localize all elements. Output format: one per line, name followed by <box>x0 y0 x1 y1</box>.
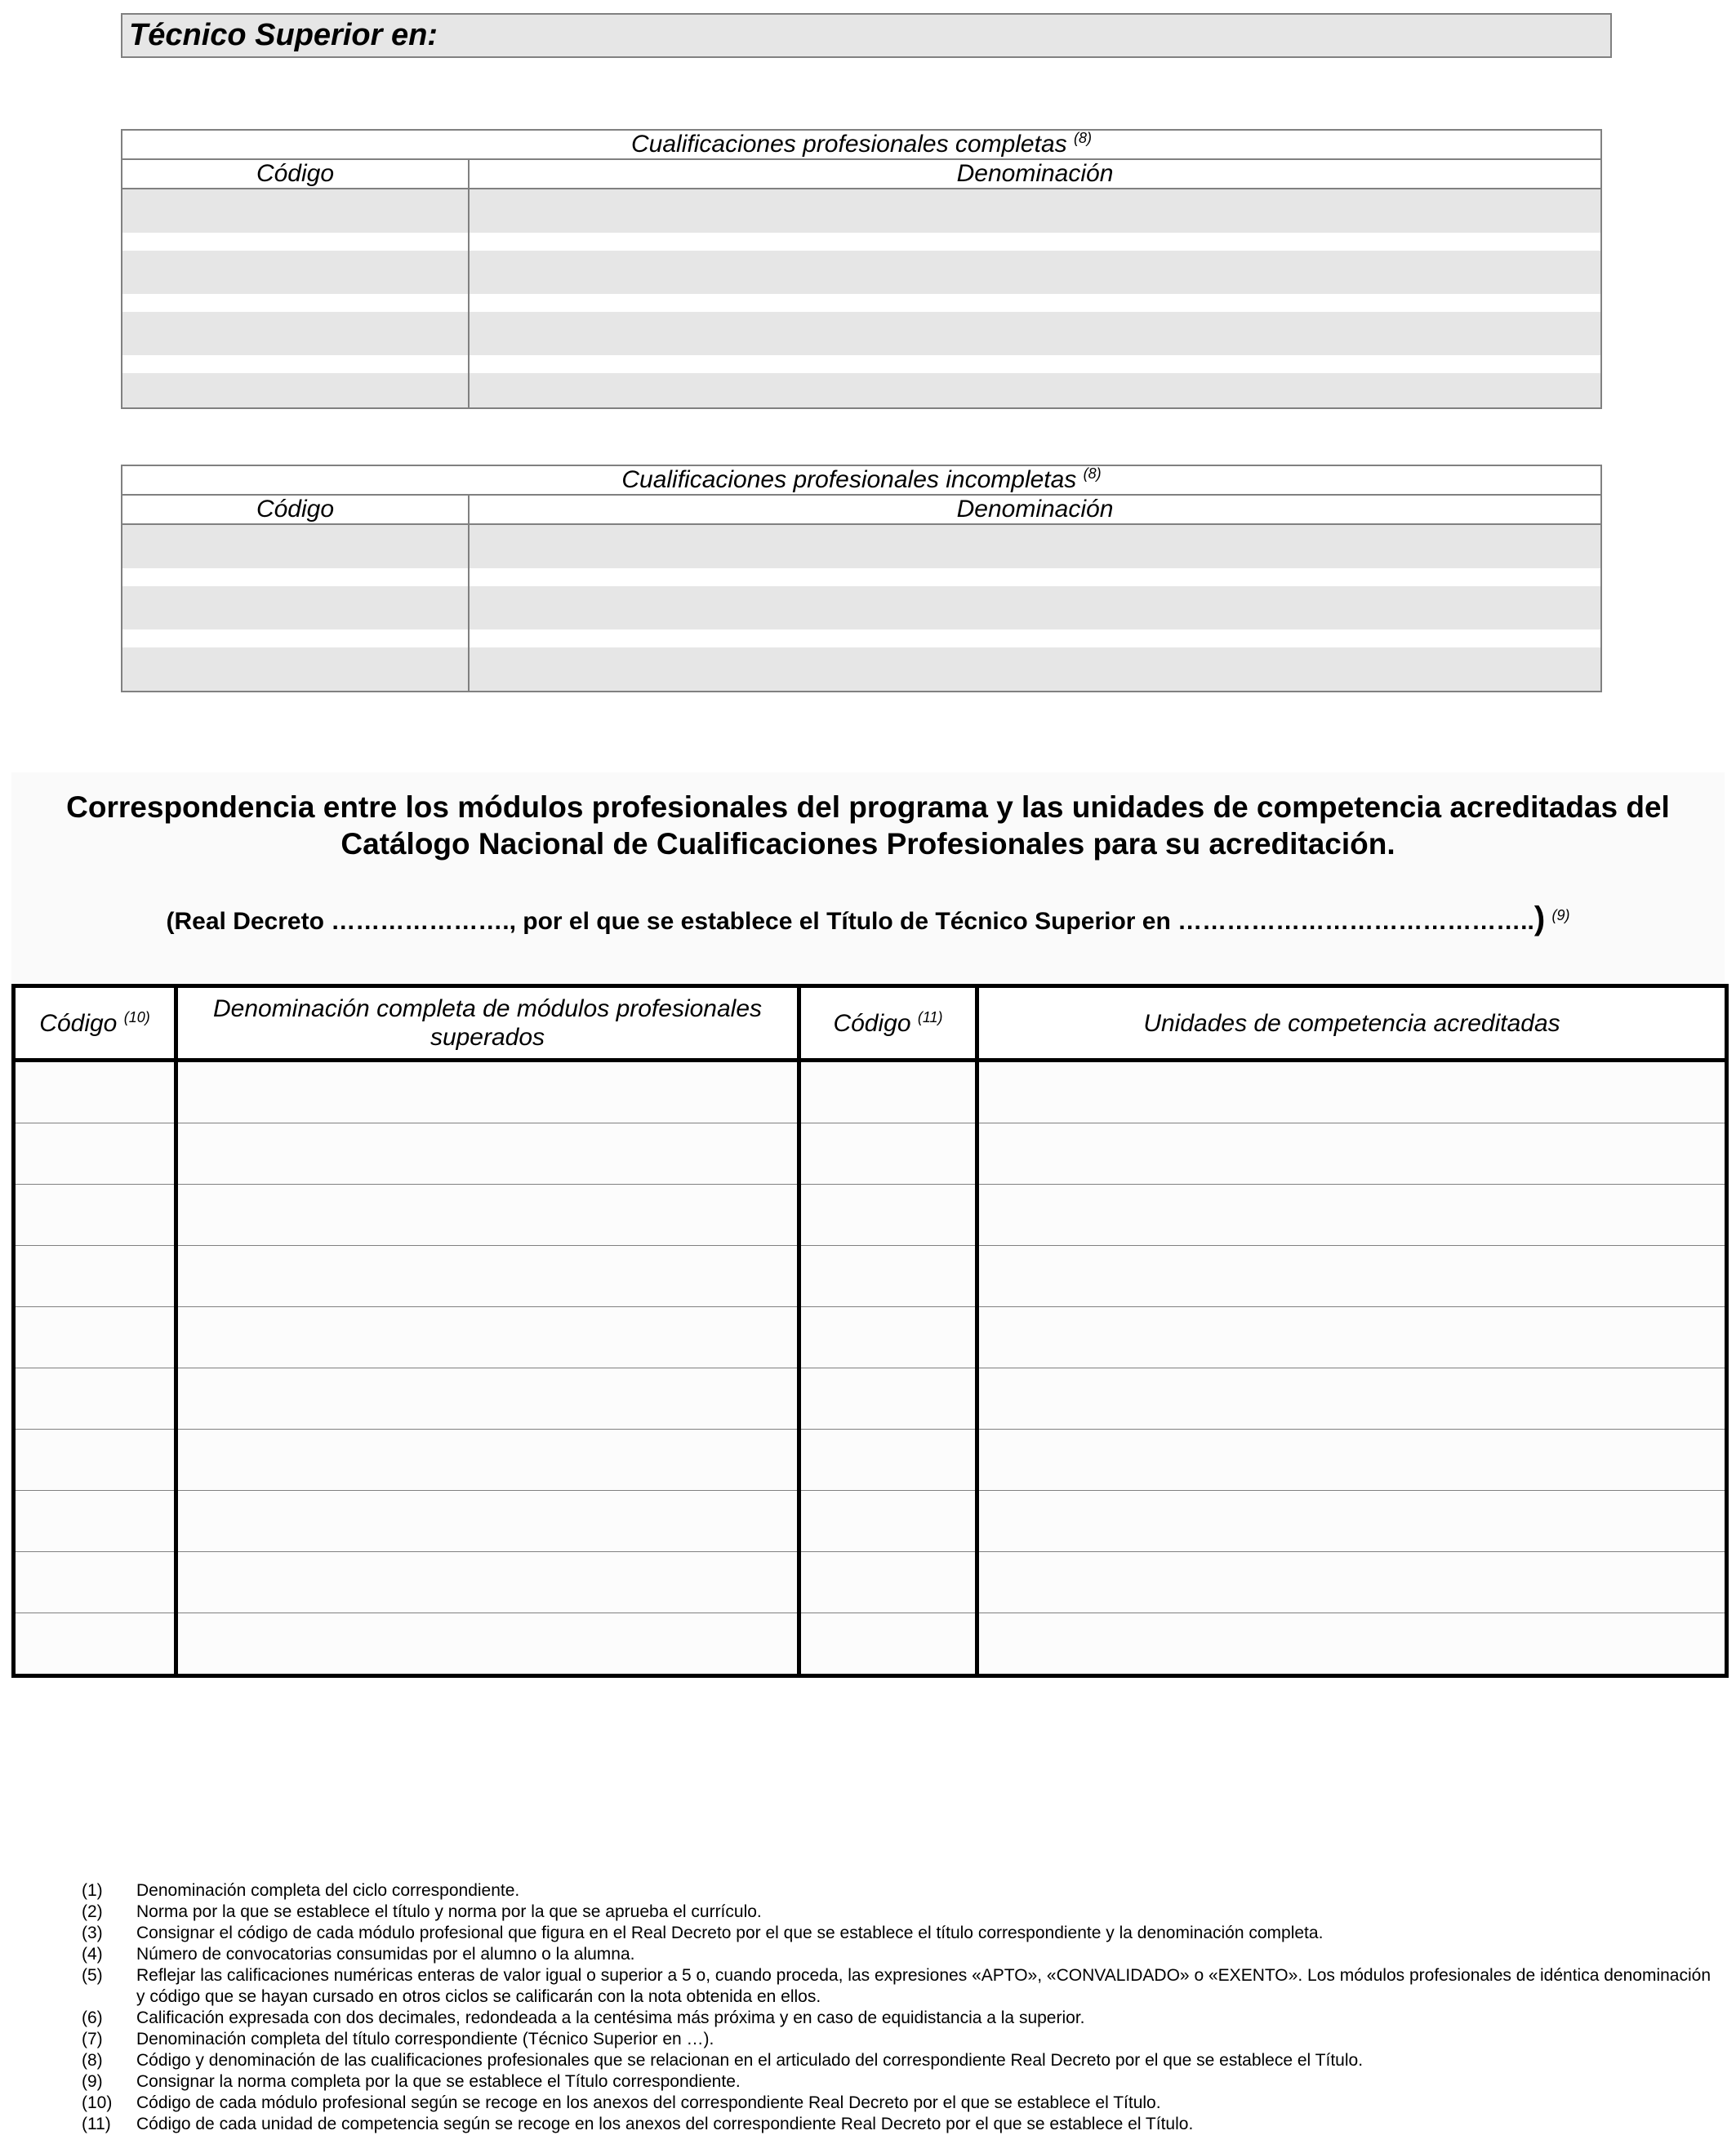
denominacion-cell[interactable] <box>469 373 1601 408</box>
table-row <box>14 1430 1727 1491</box>
table-row <box>14 1368 1727 1430</box>
codigo-unidad-cell[interactable] <box>799 1368 977 1430</box>
footnotes <box>82 1880 1711 2135</box>
table-row <box>122 647 1601 692</box>
footnote <box>82 2050 1711 2071</box>
footnote-text: Calificación expresada con dos decimales, redondeada a la centésima más próxima y en caso de equidistancia a la superior. <box>136 2008 1085 2027</box>
incomplete-qualifications-caption <box>122 465 1601 495</box>
footnote <box>82 2093 1711 2114</box>
footnote-text: Código de cada unidad de competencia según se recoge en los anexos del correspondiente Real Decreto por el que se establece el Título. <box>136 2115 1194 2133</box>
table-row <box>14 1552 1727 1613</box>
table-row <box>122 251 1601 294</box>
subtitle-close: ) <box>1533 901 1546 936</box>
column-header-codigo: Código <box>122 159 469 189</box>
codigo-modulo-cell[interactable] <box>14 1185 176 1246</box>
footnote <box>82 2071 1711 2093</box>
denominacion-modulo-cell[interactable] <box>176 1246 799 1307</box>
footnote <box>82 2114 1711 2135</box>
denominacion-cell[interactable] <box>469 586 1601 629</box>
codigo-unidad-cell[interactable] <box>799 1491 977 1552</box>
denominacion-modulo-cell[interactable] <box>176 1368 799 1430</box>
footnote <box>82 1880 1711 1902</box>
footnote <box>82 1965 1711 2008</box>
codigo-modulo-cell[interactable] <box>14 1307 176 1368</box>
denominacion-cell[interactable] <box>469 647 1601 692</box>
page-title: Técnico Superior en: <box>121 13 1612 58</box>
footnote-number: (9) <box>82 2072 103 2091</box>
incomplete-qualifications-table <box>121 465 1602 692</box>
denominacion-cell[interactable] <box>469 312 1601 355</box>
footnote-number: (10) <box>82 2093 113 2112</box>
footnote-text: Denominación completa del ciclo correspondiente. <box>136 1881 520 1900</box>
denominacion-modulo-cell[interactable] <box>176 1613 799 1676</box>
footnote-number: (7) <box>82 2030 103 2048</box>
table-row <box>122 524 1601 568</box>
unidad-competencia-cell[interactable] <box>977 1552 1727 1613</box>
caption-text: Cualificaciones profesionales completas <box>631 131 1067 158</box>
codigo-modulo-cell[interactable] <box>14 1552 176 1613</box>
footnote-number: (2) <box>82 1902 103 1921</box>
denominacion-cell[interactable] <box>469 251 1601 294</box>
complete-qualifications-table <box>121 129 1602 409</box>
codigo-cell[interactable] <box>122 524 469 568</box>
table-row <box>122 189 1601 233</box>
table-row <box>122 373 1601 408</box>
unidad-competencia-cell[interactable] <box>977 1491 1727 1552</box>
footnote-text: Número de convocatorias consumidas por el alumno o la alumna. <box>136 1945 635 1964</box>
footnote-number: (8) <box>82 2051 103 2070</box>
denominacion-cell[interactable] <box>469 189 1601 233</box>
unidad-competencia-cell[interactable] <box>977 1613 1727 1676</box>
codigo-unidad-cell[interactable] <box>799 1613 977 1676</box>
footnote-number: (11) <box>82 2115 111 2133</box>
denominacion-modulo-cell[interactable] <box>176 1307 799 1368</box>
subtitle-text: (Real Decreto …………………., por el que se establece el Título de Técnico Superior en …………………………………….. <box>166 908 1534 935</box>
denominacion-modulo-cell[interactable] <box>176 1123 799 1185</box>
codigo-cell[interactable] <box>122 586 469 629</box>
footnote-number: (6) <box>82 2008 103 2027</box>
footnote-number: (4) <box>82 1945 103 1964</box>
table-row <box>14 1491 1727 1552</box>
unidad-competencia-cell[interactable] <box>977 1430 1727 1491</box>
column-header-denominacion: Denominación <box>469 159 1601 189</box>
footnote-text: Código de cada módulo profesional según se recoge en los anexos del correspondiente Real Decreto por el que se establece el Título. <box>136 2093 1161 2112</box>
denominacion-modulo-cell[interactable] <box>176 1552 799 1613</box>
codigo-cell[interactable] <box>122 373 469 408</box>
codigo-cell[interactable] <box>122 251 469 294</box>
footnote-number: (5) <box>82 1966 103 1985</box>
unidad-competencia-cell[interactable] <box>977 1123 1727 1185</box>
footnote-text: Consignar el código de cada módulo profesional que figura en el Real Decreto por el que se establece el título correspondiente y la denominación completa. <box>136 1924 1324 1942</box>
correspondence-title: Correspondencia entre los módulos profesionales del programa y las unidades de competencia acreditadas del Catálogo Nacional de Cualificaciones Profesionales para su acreditación. <box>66 790 1670 861</box>
footnote <box>82 2029 1711 2050</box>
denominacion-modulo-cell[interactable] <box>176 1430 799 1491</box>
codigo-modulo-cell[interactable] <box>14 1491 176 1552</box>
codigo-modulo-cell[interactable] <box>14 1613 176 1676</box>
footnote-text: Código y denominación de las cualificaciones profesionales que se relacionan en el articulado del correspondiente Real Decreto por el que se establece el Título. <box>136 2051 1364 2070</box>
column-header-codigo: Código <box>122 495 469 524</box>
denominacion-modulo-cell[interactable] <box>176 1185 799 1246</box>
table-row <box>14 1185 1727 1246</box>
codigo-modulo-cell[interactable] <box>14 1368 176 1430</box>
table-row <box>14 1613 1727 1676</box>
unidad-competencia-cell[interactable] <box>977 1307 1727 1368</box>
header-label: Denominación completa de módulos profesionales superados <box>212 995 763 1051</box>
footnote-text: Denominación completa del título correspondiente (Técnico Superior en …). <box>136 2030 714 2048</box>
correspondence-subtitle <box>33 901 1703 939</box>
table-row <box>14 1061 1727 1123</box>
footnote-number: (3) <box>82 1924 103 1942</box>
footnote-text: Reflejar las calificaciones numéricas enteras de valor igual o superior a 5 o, cuando proceda, las expresiones «APTO», «CONVALIDADO» o «EXENTO». Los módulos profesionales de idéntica denominación y código que se hayan cursado en otros ciclos se calificarán con la nota obtenida en ellos. <box>136 1966 1711 2006</box>
denominacion-modulo-cell[interactable] <box>176 1491 799 1552</box>
header-note: (10) <box>123 1008 150 1025</box>
header-label: Código <box>833 1009 911 1037</box>
column-header-denominacion: Denominación <box>469 495 1601 524</box>
codigo-unidad-cell[interactable] <box>799 1061 977 1123</box>
footnote <box>82 1944 1711 1965</box>
unidad-competencia-cell[interactable] <box>977 1185 1727 1246</box>
unidad-competencia-cell[interactable] <box>977 1246 1727 1307</box>
caption-text: Cualificaciones profesionales incompletas <box>621 466 1077 493</box>
footnote <box>82 2008 1711 2029</box>
complete-qualifications-caption <box>122 130 1601 159</box>
codigo-unidad-cell[interactable] <box>799 1185 977 1246</box>
codigo-modulo-cell[interactable] <box>14 1061 176 1123</box>
table-row <box>122 312 1601 355</box>
denominacion-modulo-cell[interactable] <box>176 1061 799 1123</box>
column-header-codigo-modulo <box>14 986 176 1061</box>
codigo-unidad-cell[interactable] <box>799 1430 977 1491</box>
header-note: (11) <box>917 1008 943 1025</box>
caption-note: (8) <box>1073 130 1092 146</box>
unidad-competencia-cell[interactable] <box>977 1061 1727 1123</box>
codigo-unidad-cell[interactable] <box>799 1307 977 1368</box>
footnote-number: (1) <box>82 1881 103 1900</box>
table-row <box>14 1307 1727 1368</box>
header-label: Unidades de competencia acreditadas <box>1143 1009 1560 1037</box>
column-header-denominacion-modulos <box>176 986 799 1061</box>
correspondence-table <box>11 984 1729 1678</box>
codigo-cell[interactable] <box>122 312 469 355</box>
codigo-modulo-cell[interactable] <box>14 1246 176 1307</box>
footnote-text: Norma por la que se establece el título y norma por la que se aprueba el currículo. <box>136 1902 762 1921</box>
codigo-unidad-cell[interactable] <box>799 1552 977 1613</box>
table-row <box>14 1246 1727 1307</box>
caption-note: (8) <box>1083 465 1102 482</box>
codigo-modulo-cell[interactable] <box>14 1430 176 1491</box>
header-label: Código <box>39 1009 118 1037</box>
codigo-cell[interactable] <box>122 189 469 233</box>
footnote <box>82 1923 1711 1944</box>
footnote <box>82 1902 1711 1923</box>
column-header-unidades-competencia <box>977 986 1727 1061</box>
subtitle-note: (9) <box>1551 907 1570 923</box>
codigo-unidad-cell[interactable] <box>799 1123 977 1185</box>
codigo-unidad-cell[interactable] <box>799 1246 977 1307</box>
footnote-text: Consignar la norma completa por la que se establece el Título correspondiente. <box>136 2072 741 2091</box>
denominacion-cell[interactable] <box>469 524 1601 568</box>
table-row <box>122 586 1601 629</box>
column-header-codigo-unidad <box>799 986 977 1061</box>
codigo-cell[interactable] <box>122 647 469 692</box>
table-row <box>14 1123 1727 1185</box>
codigo-modulo-cell[interactable] <box>14 1123 176 1185</box>
unidad-competencia-cell[interactable] <box>977 1368 1727 1430</box>
